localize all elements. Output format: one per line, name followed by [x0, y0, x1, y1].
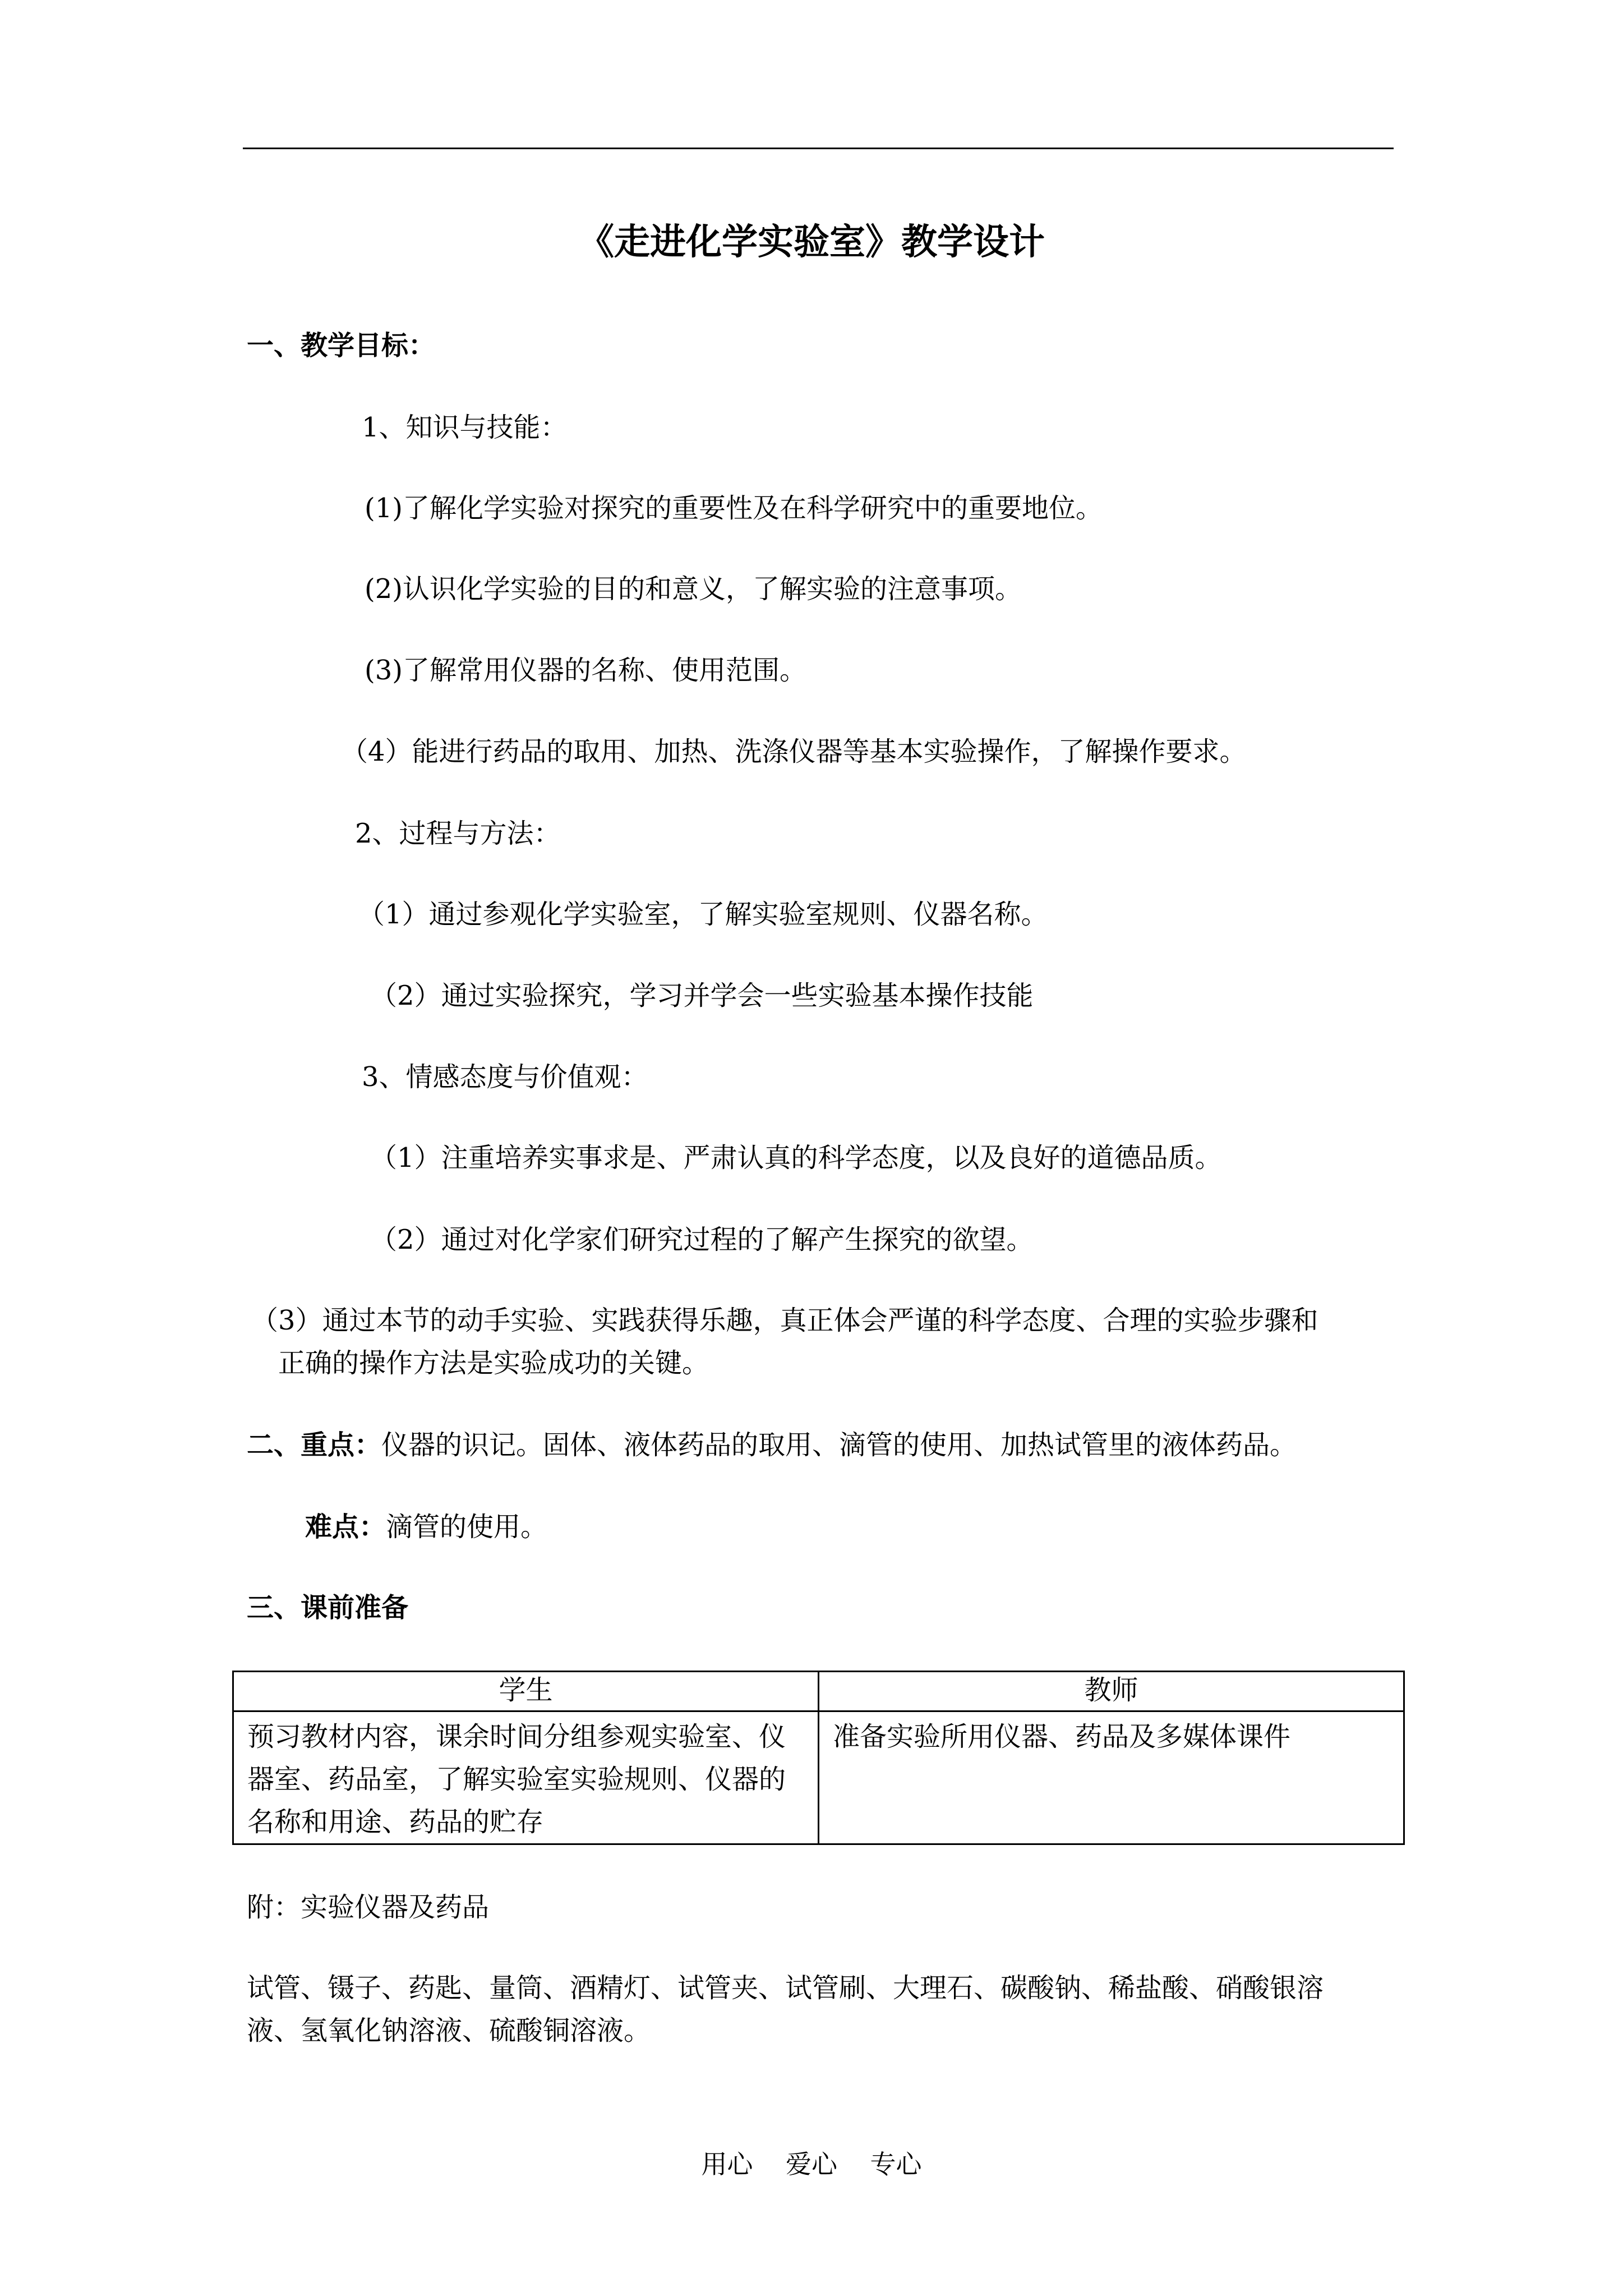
objective-item: (1)了解化学实验对探究的重要性及在科学研究中的重要地位。	[365, 493, 1103, 524]
objective-item: （1）注重培养实事求是、严肃认真的科学态度，以及良好的道德品质。	[370, 1142, 1222, 1174]
page-footer: 用心 爱心 专心	[701, 2149, 922, 2179]
table-header-row	[233, 1672, 1404, 1711]
objective-item: （2）通过实验探究，学习并学会一些实验基本操作技能	[370, 980, 1034, 1011]
section-heading-objectives: 一、教学目标：	[247, 330, 436, 361]
subheading-process: 2、过程与方法：	[355, 818, 561, 849]
document-title: 《走进化学实验室》教学设计	[578, 221, 1045, 263]
objective-item: （2）通过对化学家们研究过程的了解产生探究的欲望。	[370, 1224, 1034, 1255]
appendix-text: 试管、镊子、药匙、量筒、酒精灯、试管夹、试管刷、大理石、碳酸钠、稀盐酸、硝酸银溶	[247, 1972, 1324, 2004]
difficulty-line	[305, 1510, 547, 1544]
objective-item: (2)认识化学实验的目的和意义，了解实验的注意事项。	[365, 573, 1022, 605]
objective-item: （1）通过参观化学实验室，了解实验室规则、仪器名称。	[358, 899, 1048, 930]
key-point-label: 重点：	[301, 1429, 382, 1461]
objective-item: （3）通过本节的动手实验、实践获得乐趣，真正体会严谨的科学态度、合理的实验步骤和	[251, 1305, 1318, 1336]
table-header-teacher: 教师	[819, 1672, 1404, 1711]
key-point-line	[247, 1428, 1297, 1462]
objective-item: (3)了解常用仪器的名称、使用范围。	[365, 655, 806, 686]
table-header-student: 学生	[233, 1672, 819, 1711]
student-preparation-cell: 预习教材内容，课余时间分组参观实验室、仪器室、药品室，了解实验室实验规则、仪器的名称和用途、药品的贮存	[233, 1711, 819, 1844]
objective-item-continuation: 正确的操作方法是实验成功的关键。	[278, 1347, 709, 1379]
subheading-emotion: 3、情感态度与价值观：	[362, 1061, 648, 1093]
difficulty-text: 滴管的使用。	[386, 1511, 548, 1543]
preparation-table	[232, 1671, 1405, 1845]
section-heading-preparation: 三、课前准备	[247, 1592, 409, 1623]
subheading-knowledge: 1、知识与技能：	[362, 412, 568, 443]
appendix-text: 液、氢氧化钠溶液、硫酸铜溶液。	[247, 2015, 651, 2046]
table-row	[233, 1711, 1404, 1844]
teacher-preparation-cell: 准备实验所用仪器、药品及多媒体课件	[819, 1711, 1404, 1844]
key-point-text: 仪器的识记。固体、液体药品的取用、滴管的使用、加热试管里的液体药品。	[381, 1429, 1297, 1461]
appendix-heading: 附：实验仪器及药品	[247, 1892, 490, 1923]
section-prefix: 二、	[247, 1429, 301, 1461]
difficulty-label: 难点：	[305, 1511, 386, 1543]
header-rule	[243, 148, 1394, 149]
objective-item: （4）能进行药品的取用、加热、洗涤仪器等基本实验操作，了解操作要求。	[341, 736, 1247, 767]
